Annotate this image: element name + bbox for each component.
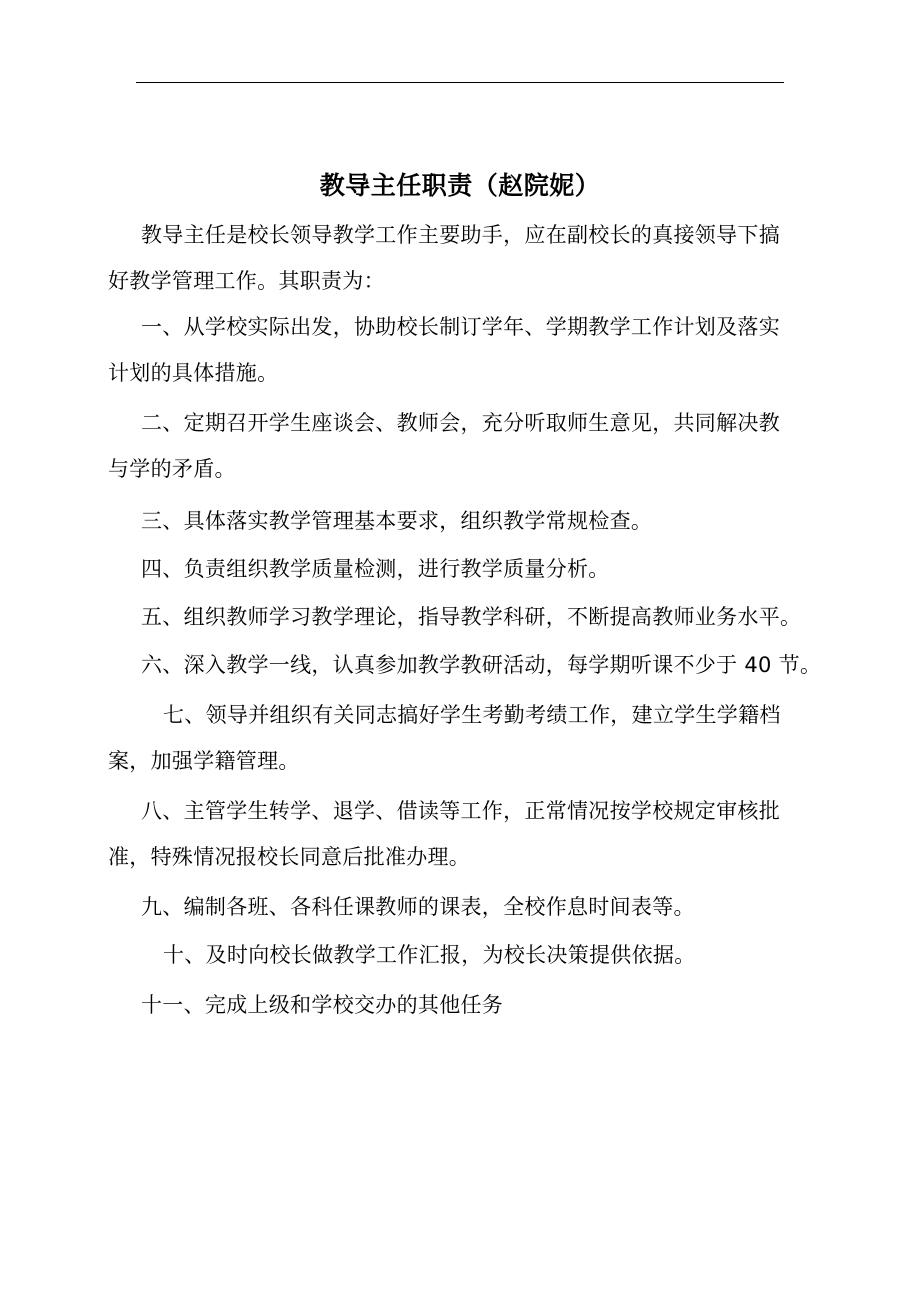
paragraph-line: 二、定期召开学生座谈会、教师会，充分听取师生意见，共同解决教 bbox=[141, 411, 780, 435]
paragraph-line: 七、领导并组织有关同志搞好学生考勤考绩工作，建立学生学籍档 bbox=[163, 703, 781, 727]
paragraph-intro bbox=[108, 212, 798, 304]
paragraph-line: 八、主管学生转学、退学、借读等工作，正常情况按学校规定审核批 bbox=[141, 799, 780, 823]
paragraph-line: 三、具体落实教学管理基本要求，组织教学常规检查。 bbox=[141, 509, 653, 533]
paragraph-item-4 bbox=[108, 546, 798, 592]
paragraph-line: 十、及时向校长做教学工作汇报，为校长决策提供依据。 bbox=[163, 943, 696, 967]
paragraph-line: 准，特殊情况报校长同意后批准办理。 bbox=[108, 845, 471, 869]
paragraph-line: 与学的矛盾。 bbox=[108, 457, 236, 481]
paragraph-item-6 bbox=[108, 642, 822, 688]
paragraph-line: 九、编制各班、各科任课教师的课表，全校作息时间表等。 bbox=[141, 895, 695, 919]
paragraph-item-9 bbox=[108, 884, 798, 930]
paragraph-item-8 bbox=[108, 788, 798, 880]
paragraph-line: 教导主任是校长领导教学工作主要助手，应在副校长的真接领导下搞 bbox=[141, 223, 780, 247]
document-title: 教导主任职责（赵院妮） bbox=[319, 171, 601, 200]
paragraph-line: 六、深入教学一线，认真参加教学教研活动，每学期听课不少于 40 节。 bbox=[141, 653, 822, 677]
paragraph-line: 五、组织教师学习教学理论，指导教学科研，不断提高教师业务水平。 bbox=[141, 605, 802, 629]
paragraph-item-1 bbox=[108, 304, 798, 396]
paragraph-line: 十一、完成上级和学校交办的其他任务 bbox=[141, 993, 504, 1017]
paragraph-line: 计划的具体措施。 bbox=[108, 361, 279, 385]
paragraph-item-11 bbox=[108, 982, 798, 1028]
paragraph-item-2 bbox=[108, 400, 798, 492]
paragraph-item-10 bbox=[108, 932, 798, 978]
paragraph-item-5 bbox=[108, 594, 802, 640]
paragraph-item-7 bbox=[108, 692, 798, 784]
paragraph-line: 好教学管理工作。其职责为： bbox=[108, 269, 385, 293]
paragraph-line: 一、从学校实际出发，协助校长制订学年、学期教学工作计划及落实 bbox=[141, 315, 780, 339]
paragraph-line: 案，加强学籍管理。 bbox=[108, 749, 300, 773]
header-rule bbox=[136, 82, 784, 83]
paragraph-item-3 bbox=[108, 498, 798, 544]
paragraph-line: 四、负责组织教学质量检测，进行教学质量分析。 bbox=[141, 557, 610, 581]
